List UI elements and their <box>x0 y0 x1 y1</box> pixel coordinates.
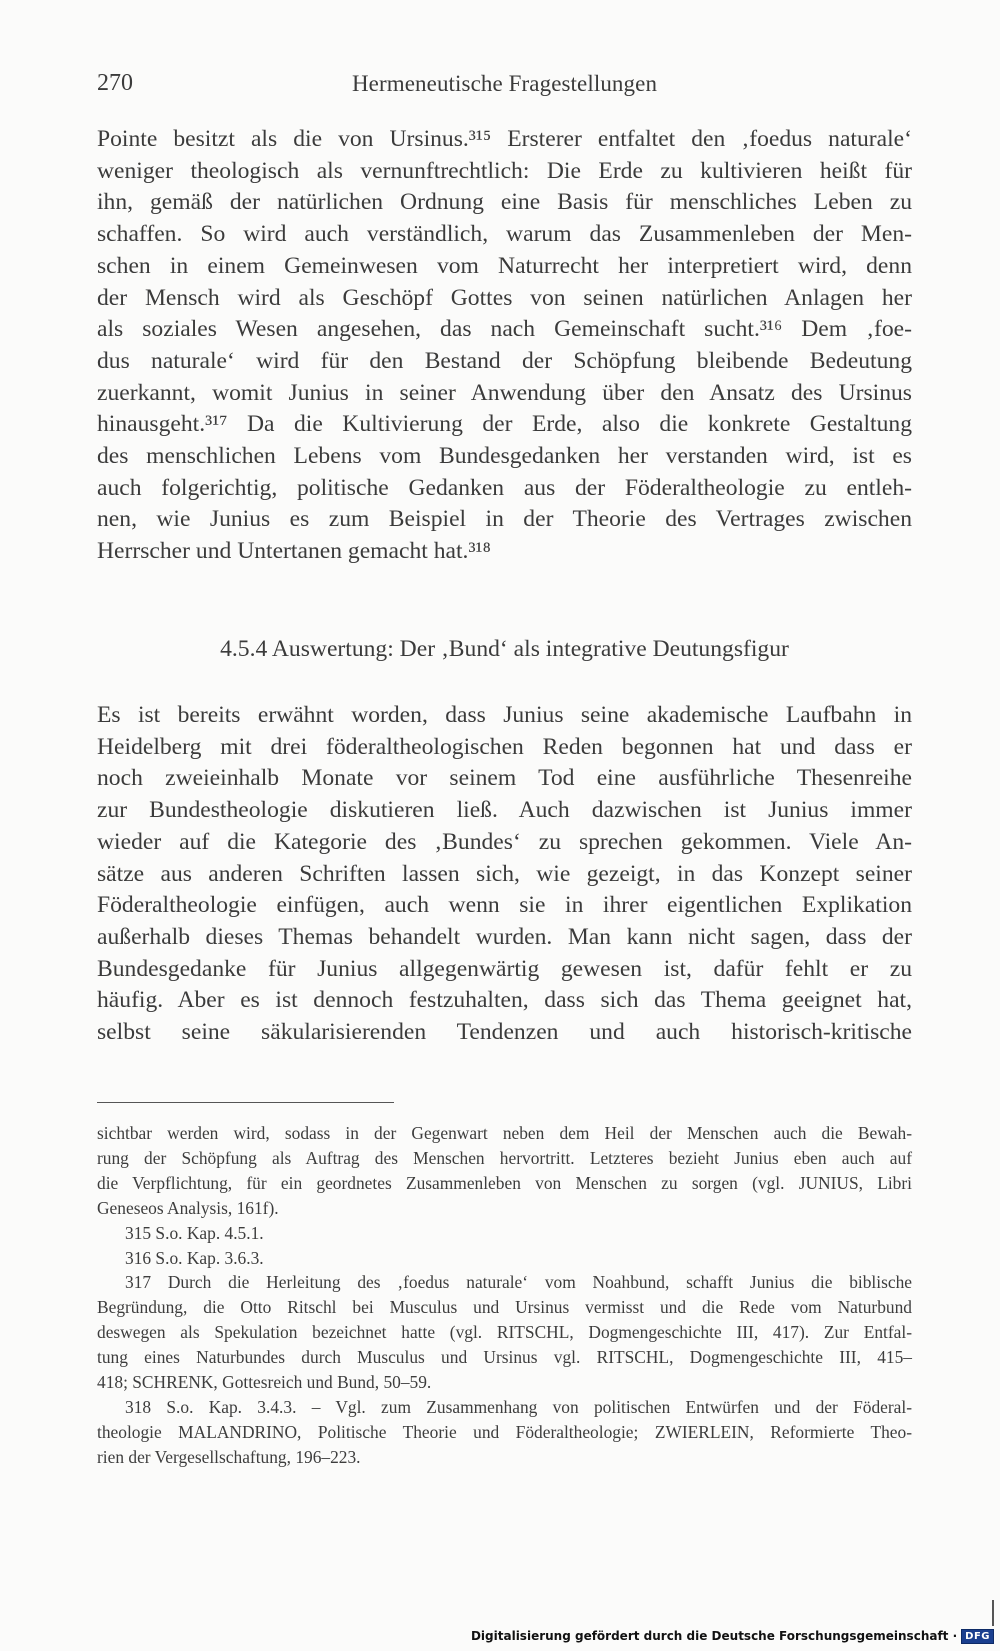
text-line: noch zweieinhalb Monate vor seinem Tod eine ausführliche Thesenreihe <box>97 765 912 792</box>
funding-footer <box>471 1627 994 1645</box>
text-line: schen in einem Gemeinwesen vom Naturrecht her interpretiert wird, denn <box>97 252 912 279</box>
text-line: hinausgeht.³¹⁷ Da die Kultivierung der Erde, also die konkrete Gestaltung <box>97 411 912 438</box>
footnote-line: 418; SCHRENK, Gottesreich und Bund, 50–59. <box>97 1372 432 1393</box>
text-line: sätze aus anderen Schriften lassen sich, wie gezeigt, in das Konzept seiner <box>97 860 912 887</box>
text-line: selbst seine säkularisierenden Tendenzen und auch historisch-kritische <box>97 1019 912 1046</box>
text-line: auch folgerichtig, politische Gedanken aus der Föderaltheologie zu entleh- <box>97 474 912 501</box>
page-number: 270 <box>97 70 133 96</box>
dfg-logo: DFG <box>961 1629 994 1644</box>
body-paragraph-2 <box>97 700 912 1049</box>
footnote-317: 317 Durch die Herleitung des ‚foedus naturale‘ vom Noahbund, schafft Junius die biblische <box>125 1272 912 1293</box>
text-line: häufig. Aber es ist dennoch festzuhalten, dass sich das Thema geeignet hat, <box>97 987 912 1014</box>
footnote-line: deswegen als Spekulation bezeichnet hatte (vgl. RITSCHL, Dogmengeschichte III, 417). Zur Entfal- <box>97 1322 912 1343</box>
text-line: zuerkannt, womit Junius in seiner Anwendung über den Ansatz des Ursinus <box>97 379 912 406</box>
text-line: als soziales Wesen angesehen, das nach Gemeinschaft sucht.³¹⁶ Dem ‚foe- <box>97 316 912 343</box>
footnote-line: tung eines Naturbundes durch Musculus und Ursinus vgl. RITSCHL, Dogmengeschichte III, 415– <box>97 1347 912 1368</box>
footnote-line: rung der Schöpfung als Auftrag des Menschen hervortritt. Letzteres bezieht Junius eben auch auf <box>97 1147 912 1168</box>
text-line: weniger theologisch als vernunftrechtlich: Die Erde zu kultivieren heißt für <box>97 157 912 184</box>
text-line: ihn, gemäß der natürlichen Ordnung eine Basis für menschliches Leben zu <box>97 189 912 216</box>
text-line: des menschlichen Lebens vom Bundesgedanken her verstanden wird, ist es <box>97 443 912 470</box>
running-title: Hermeneutische Fragestellungen <box>351 71 658 96</box>
footnote-line: die Verpflichtung, für ein geordnetes Zusammenleben von Menschen zu sorgen (vgl. JUNIUS, Libri <box>97 1172 912 1193</box>
footnote-line: sichtbar werden wird, sodass in der Gegenwart neben dem Heil der Menschen auch die Bewah- <box>97 1123 912 1143</box>
funding-note: Digitalisierung gefördert durch die Deutsche Forschungsgemeinschaft · <box>470 1629 958 1643</box>
footnote-318: 318 S.o. Kap. 3.4.3. – Vgl. zum Zusammenhang von politischen Entwürfen und der Föderal- <box>125 1396 912 1417</box>
text-line: nen, wie Junius es zum Beispiel in der Theorie des Vertrages zwischen <box>97 506 912 533</box>
footnote-line: rien der Vergesellschaftung, 196–223. <box>97 1446 361 1467</box>
footnote-line: theologie MALANDRINO, Politische Theorie und Föderaltheologie; ZWIERLEIN, Reformierte Theo- <box>97 1421 912 1442</box>
section-heading: 4.5.4 Auswertung: Der ‚Bund‘ als integrative Deutungsfigur <box>220 636 789 662</box>
text-line: Herrscher und Untertanen gemacht hat.³¹⁸ <box>97 538 491 565</box>
footnotes <box>97 1121 912 1470</box>
footnote-line: Begründung, die Otto Ritschl bei Musculus und Ursinus vermisst und die Rede vom Naturbund <box>97 1297 912 1318</box>
text-line: Pointe besitzt als die von Ursinus.³¹⁵ Ersterer entfaltet den ‚foedus naturale‘ <box>97 126 912 152</box>
text-line: Es ist bereits erwähnt worden, dass Junius seine akademische Laufbahn in <box>97 702 912 728</box>
footnote-divider <box>97 1102 394 1103</box>
margin-mark <box>992 1600 994 1626</box>
body-paragraph-1 <box>97 124 912 568</box>
footnote-315: 315 S.o. Kap. 4.5.1. <box>125 1222 264 1243</box>
text-line: außerhalb dieses Themas behandelt wurden. Man kann nicht sagen, dass der <box>97 923 912 950</box>
footnote-316: 316 S.o. Kap. 3.6.3. <box>125 1247 264 1268</box>
text-line: der Mensch wird als Geschöpf Gottes von seinen natürlichen Anlagen her <box>97 284 912 311</box>
text-line: Bundesgedanke für Junius allgegenwärtig gewesen ist, dafür fehlt er zu <box>97 955 912 982</box>
text-line: zur Bundestheologie diskutieren ließ. Auch dazwischen ist Junius immer <box>97 797 912 824</box>
text-line: schaffen. So wird auch verständlich, warum das Zusammenleben der Men- <box>97 221 912 248</box>
text-line: dus naturale‘ wird für den Bestand der Schöpfung bleibende Bedeutung <box>97 347 912 374</box>
text-line: Föderaltheologie einfügen, auch wenn sie in ihrer eigentlichen Explikation <box>97 892 912 919</box>
text-line: Heidelberg mit drei föderaltheologischen Reden begonnen hat und dass er <box>97 733 912 760</box>
footnote-line: Geneseos Analysis, 161f). <box>97 1197 279 1218</box>
running-header <box>97 70 912 106</box>
text-line: wieder auf die Kategorie des ‚Bundes‘ zu sprechen gekommen. Viele An- <box>97 828 912 855</box>
